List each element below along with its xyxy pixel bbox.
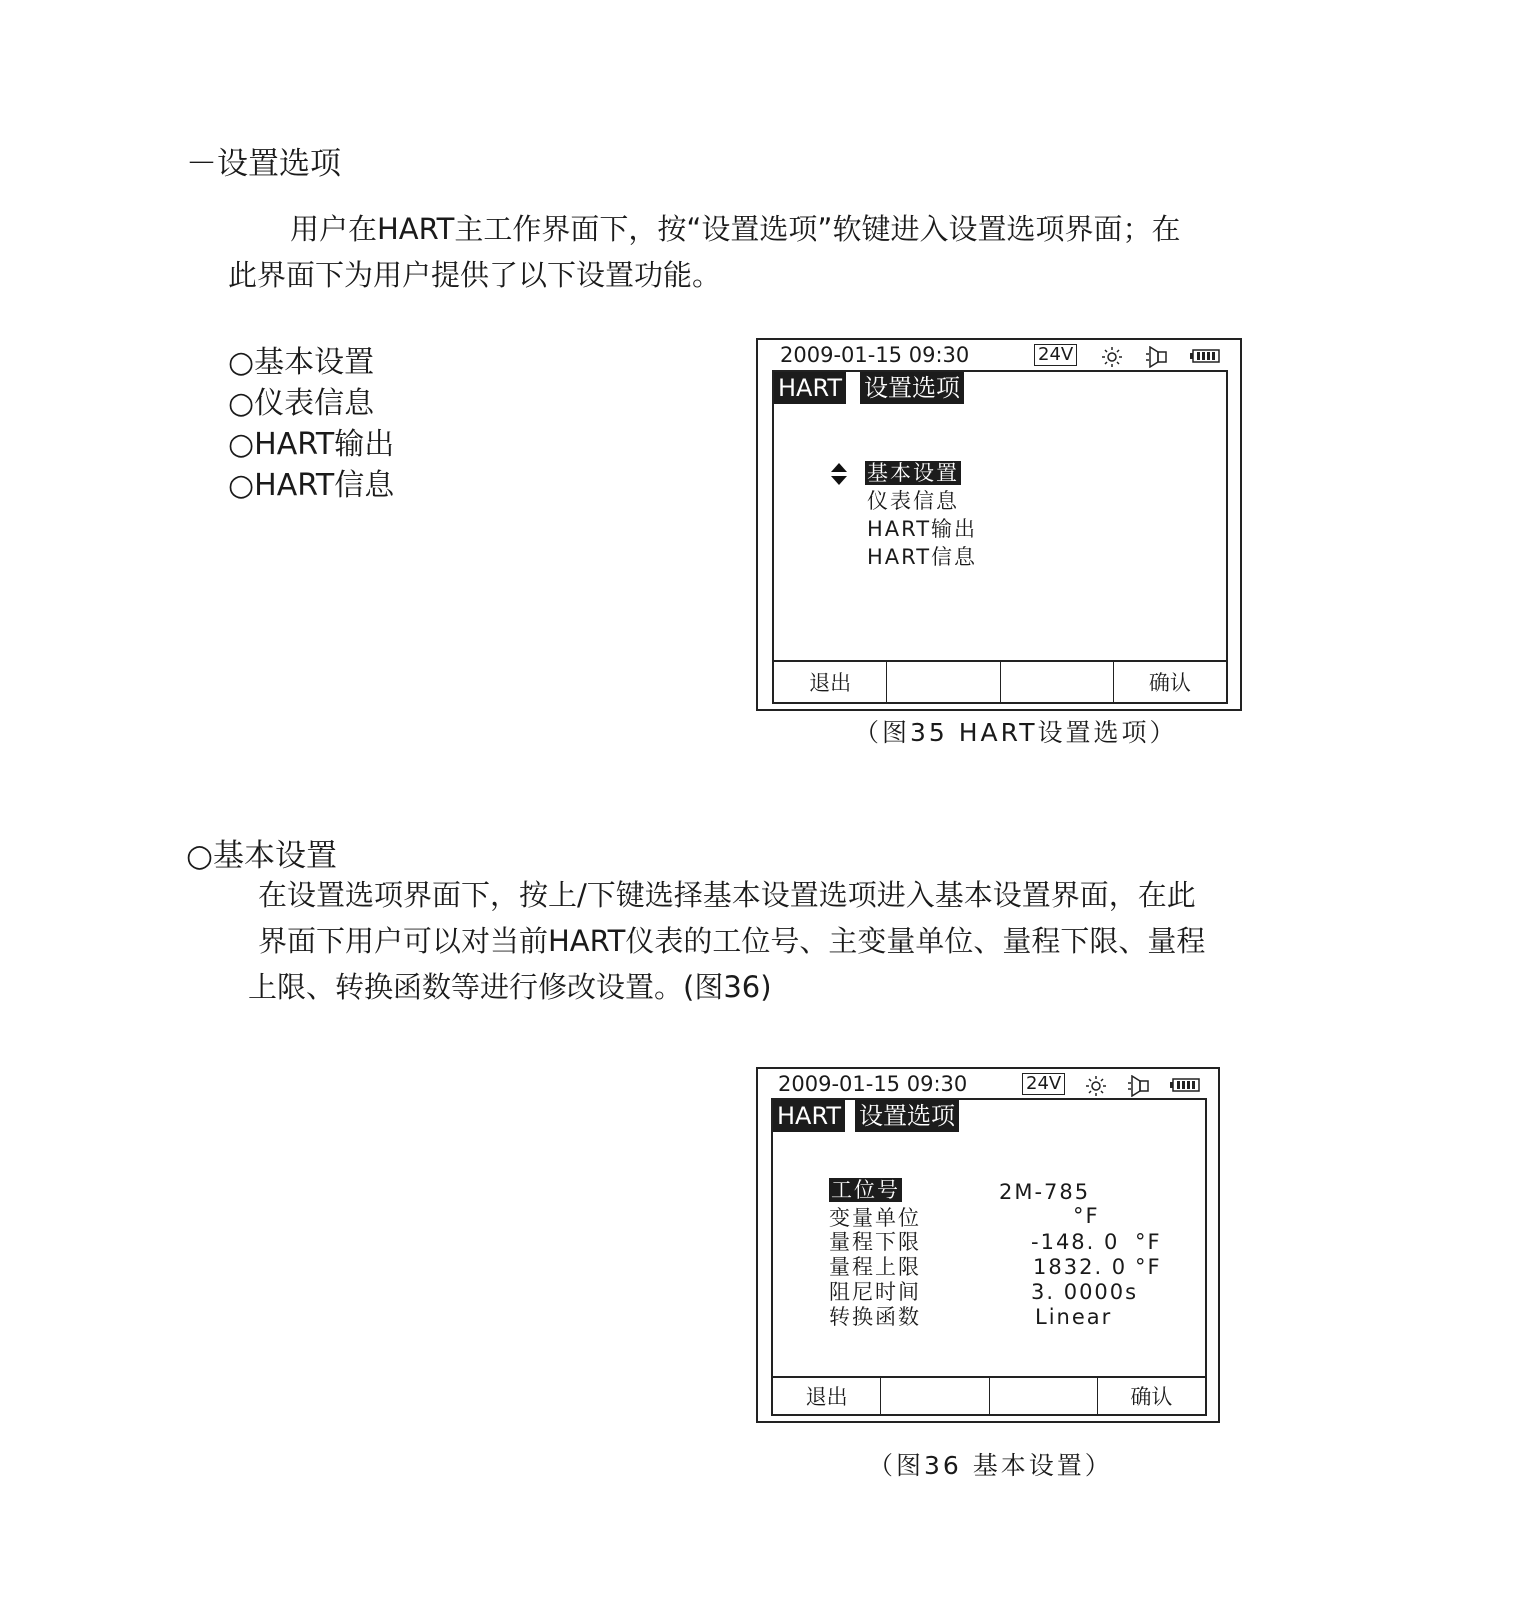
bullet-meter-info: ○仪表信息 (228, 386, 375, 421)
screen-content-frame (772, 370, 1228, 704)
hart-tag: HART (774, 372, 846, 404)
field-label-transfer-function[interactable]: 转换函数 (829, 1305, 921, 1329)
menu-item-basic-settings[interactable] (865, 460, 961, 486)
screen-content-frame (771, 1098, 1207, 1416)
section-heading-basic-settings: ○基本设置 (186, 838, 338, 874)
figure-caption-35: （图35 HART设置选项） (854, 718, 1178, 747)
device-screen-fig35 (756, 338, 1242, 711)
field-value-transfer-function[interactable]: Linear (1035, 1305, 1113, 1329)
softkey-2[interactable] (881, 1378, 989, 1414)
softkey-bar (774, 660, 1226, 702)
field-value-tag-number[interactable]: 2M-785 (999, 1180, 1091, 1204)
figure-caption-36: （图36 基本设置） (868, 1451, 1113, 1480)
selected-field-label: 工位号 (831, 1178, 900, 1202)
intro-paragraph-line2: 此界面下为用户提供了以下设置功能。 (228, 258, 722, 292)
field-label-range-lower[interactable]: 量程下限 (829, 1230, 921, 1254)
hart-tag: HART (773, 1100, 845, 1132)
field-unit-range-lower: °F (1135, 1230, 1162, 1254)
menu-item-hart-info[interactable]: HART信息 (867, 545, 978, 569)
voltage-badge: 24V (1022, 1073, 1065, 1095)
voltage-badge: 24V (1034, 344, 1077, 366)
softkey-exit[interactable]: 退出 (774, 662, 887, 702)
field-label-range-upper[interactable]: 量程上限 (829, 1255, 921, 1279)
basic-settings-paragraph-line1: 在设置选项界面下，按上/下键选择基本设置选项进入基本设置界面，在此 (258, 878, 1196, 912)
softkey-confirm[interactable]: 确认 (1148, 671, 1191, 695)
menu-item-meter-info[interactable]: 仪表信息 (867, 489, 959, 513)
field-unit-range-upper: °F (1135, 1255, 1162, 1279)
menu-title-tag: 设置选项 (860, 372, 964, 404)
field-label-variable-unit[interactable]: 变量单位 (829, 1206, 921, 1230)
battery-icon (1190, 349, 1220, 363)
menu-title-tag: 设置选项 (855, 1100, 959, 1132)
field-value-range-upper[interactable]: 1832. 0 (1033, 1255, 1128, 1279)
bullet-hart-output: ○HART输出 (228, 427, 395, 462)
field-value-variable-unit[interactable]: °F (1073, 1204, 1100, 1228)
bullet-hart-info: ○HART信息 (228, 468, 395, 503)
up-down-arrow-icon (830, 462, 848, 486)
softkey-exit[interactable]: 退出 (773, 1378, 881, 1414)
softkey-3[interactable] (990, 1378, 1098, 1414)
basic-settings-paragraph-line3: 上限、转换函数等进行修改设置。(图36) (248, 970, 772, 1004)
device-screen-fig36 (756, 1067, 1220, 1423)
brightness-icon (1084, 1075, 1108, 1097)
softkey-2[interactable] (887, 662, 1000, 702)
datetime-display: 2009-01-15 09:30 (778, 1072, 968, 1096)
section-heading-settings: －设置选项 (186, 146, 341, 182)
field-value-damping-time[interactable]: 3. 0000s (1031, 1280, 1139, 1304)
intro-paragraph-line1: 用户在HART主工作界面下，按“设置选项”软键进入设置选项界面；在 (290, 212, 1181, 246)
field-label-tag-number[interactable] (829, 1178, 902, 1202)
softkey-3[interactable] (1001, 662, 1114, 702)
menu-item-label: 基本设置 (867, 461, 959, 485)
softkey-confirm[interactable]: 确认 (1130, 1385, 1173, 1409)
brightness-icon (1100, 346, 1124, 368)
field-value-range-lower[interactable]: -148. 0 (1031, 1230, 1120, 1254)
speaker-icon (1128, 1075, 1154, 1097)
battery-icon (1170, 1078, 1200, 1092)
softkey-bar (773, 1376, 1205, 1414)
basic-settings-paragraph-line2: 界面下用户可以对当前HART仪表的工位号、主变量单位、量程下限、量程 (258, 924, 1206, 958)
bullet-basic-settings: ○基本设置 (228, 345, 375, 380)
datetime-display: 2009-01-15 09:30 (780, 343, 970, 367)
menu-item-hart-output[interactable]: HART输出 (867, 517, 978, 541)
speaker-icon (1146, 346, 1172, 368)
field-label-damping-time[interactable]: 阻尼时间 (829, 1280, 921, 1304)
